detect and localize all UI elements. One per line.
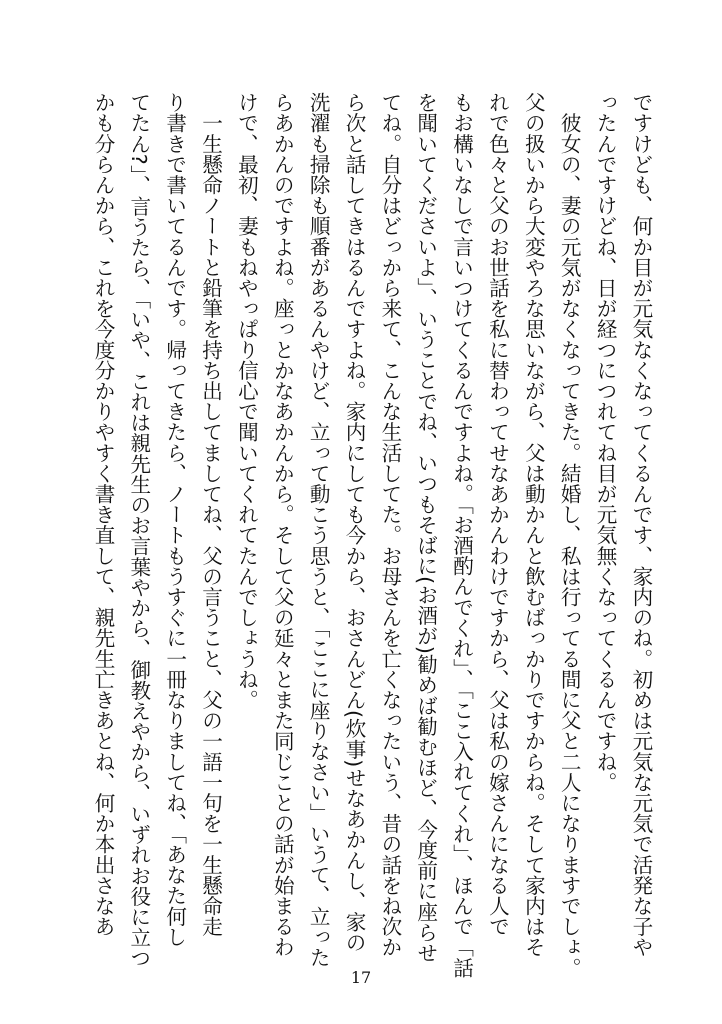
text-column: れで色々と父のお世話を私に替わってせなあかんわけですから、父は私の嫁さんになる人で bbox=[485, 92, 510, 937]
text-column: らあかんのですよね。座っとかなあかんから。そして父の延々とまた同じことの話が始まるわ bbox=[270, 92, 295, 958]
page-number: 17 bbox=[350, 968, 372, 987]
text-column: ったんですけどね、日が経つにつれてね目が元気無くなってくるんですね。 bbox=[593, 92, 618, 793]
text-column: てたん?」、言うたら、「いや、これは親先生のお言葉やから、御教えやから、いずれお役に立つ bbox=[126, 92, 151, 969]
text-column: ら次と話してきはるんですよね。家内にしても今から、おさんどん(炊事)せなあかんし、家の bbox=[342, 92, 367, 953]
text-column: かも分らんから、これを今度分かりやすく書き直して、親先生亡きあとね、何か本出さなあ bbox=[91, 92, 115, 937]
text-column: 父の扱いから大変やろな思いながら、父は動かんと飲むばっかりですからね。そして家内はそ bbox=[521, 92, 546, 958]
text-column: 彼女の、妻の元気がなくなってきた。結婚し、私は行ってる間に父と二人になりますでしょ。 bbox=[557, 92, 582, 978]
text-column: 一生懸命ノートと鉛筆を持ち出してましてね、父の言うこと、父の一語一句を一生懸命走 bbox=[198, 92, 223, 937]
text-column: 洗濯も掃除も順番があるんやけど、立って動こう思うと、「ここに座りなさい」いうて、立った bbox=[306, 92, 331, 968]
text-column: ですけども、何か目が元気なくなってくるんです、家内のね。初めは元気な元気で活発な子や bbox=[628, 92, 653, 958]
text-column: けで、最初、妻もねやっぱり信心で聞いてくれてたんでしょうね。 bbox=[234, 92, 259, 710]
text-column: り書きで書いてるんです。帰ってきたら、ノートもうすぐに一冊なりましてね、「あなた何し bbox=[162, 92, 187, 947]
text-column: もお構いなしで言いつけてくるんですよね。「お酒酌んでくれ」、「ここ入れてくれ」、ほんで「話 bbox=[449, 92, 474, 978]
text-column: てね。自分はどっから来て、こんな生活してた。お母さんを亡くなったいう、昔の話をね次か bbox=[377, 92, 402, 958]
text-column: を聞いてくださいよ」、いうことでね、いつもそばに(お酒が)勧めば勧むほど、今度前に座らせ bbox=[413, 92, 438, 963]
